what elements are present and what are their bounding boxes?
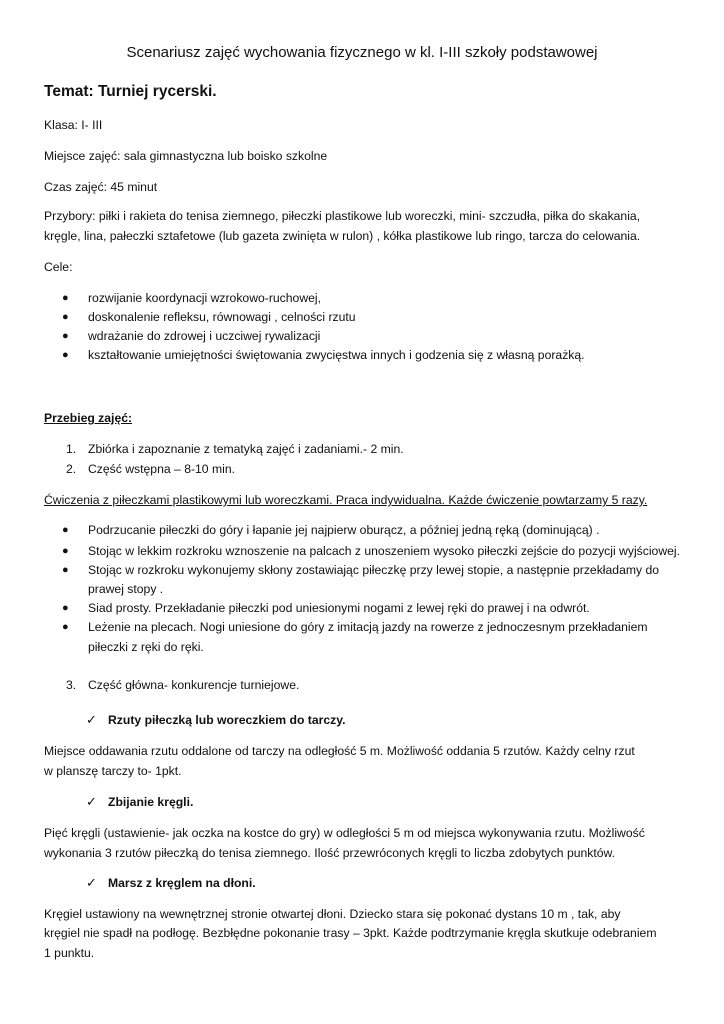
bullet-icon: ●: [62, 330, 69, 342]
bullet-icon: ●: [62, 311, 69, 323]
competition-title: Marsz z kręglem na dłoni.: [108, 876, 256, 890]
topic-heading: Temat: Turniej rycerski.: [44, 83, 217, 100]
competition-title: Rzuty piłeczką lub woreczkiem do tarczy.: [108, 713, 346, 727]
bullet-icon: ●: [62, 602, 69, 614]
goal-item: rozwijanie koordynacji wzrokowo-ruchowej,: [88, 291, 322, 305]
competition-description: 1 punktu.: [44, 946, 95, 960]
competition-title: Zbijanie kręgli.: [108, 795, 194, 809]
step-text: Zbiórka i zapoznanie z tematyką zajęć i zadaniami.- 2 min.: [88, 442, 404, 456]
step-number: 2.: [66, 462, 77, 476]
bullet-icon: ●: [62, 349, 69, 361]
equipment-line: Przybory: piłki i rakieta do tenisa ziemnego, piłeczki plastikowe lub woreczki, mini- szczudła, piłka do skakania,: [44, 209, 641, 223]
class-line: Klasa: I- III: [44, 118, 103, 132]
step-number: 1.: [66, 442, 77, 456]
exercise-item: Siad prosty. Przekładanie piłeczki pod uniesionymi nogami z lewej ręki do prawej i na odwrót.: [88, 601, 590, 615]
bullet-icon: ●: [62, 292, 69, 304]
competition-description: Miejsce oddawania rzutu oddalone od tarczy na odległość 5 m. Możliwość oddania 5 rzutów. Każdy celny rzut: [44, 744, 635, 758]
exercise-item: Stojąc w lekkim rozkroku wznoszenie na palcach z unoszeniem wysoko piłeczki zejście do pozycji wyjściowej.: [88, 544, 681, 558]
bullet-icon: ●: [62, 545, 69, 557]
time-line: Czas zajęć: 45 minut: [44, 180, 158, 194]
checkmark-icon: ✓: [86, 875, 97, 890]
exercise-item: Leżenie na plecach. Nogi uniesione do góry z imitacją jazdy na rowerze z jednoczesnym przekładaniem: [88, 620, 648, 634]
step-text: Część główna- konkurencje turniejowe.: [88, 678, 300, 692]
checkmark-icon: ✓: [86, 712, 97, 727]
course-heading: Przebieg zajęć:: [44, 411, 133, 425]
exercises-heading: Ćwiczenia z piłeczkami plastikowymi lub woreczkami. Praca indywidualna. Każde ćwiczenie powtarzamy 5 razy.: [44, 493, 648, 507]
exercise-item-continued: prawej stopy .: [88, 582, 164, 596]
bullet-icon: ●: [62, 621, 69, 633]
goal-item: kształtowanie umiejętności świętowania zwycięstwa innych i godzenia się z własną porażką.: [88, 348, 585, 362]
bullet-icon: ●: [62, 564, 69, 576]
competition-description: Kręgiel ustawiony na wewnętrznej stronie otwartej dłoni. Dziecko stara się pokonać dystans 10 m , tak, aby: [44, 907, 621, 921]
bullet-icon: ●: [62, 524, 69, 536]
competition-description: w planszę tarczy to- 1pkt.: [44, 764, 182, 778]
exercise-item: Stojąc w rozkroku wykonujemy skłony zostawiając piłeczkę przy lewej stopie, a następnie przekładamy do: [88, 563, 660, 577]
document-title: Scenariusz zajęć wychowania fizycznego w kl. I-III szkoły podstawowej: [126, 44, 598, 61]
competition-description: wykonania 3 rzutów piłeczką do tenisa ziemnego. Ilość przewróconych kręgli to liczba zdobytych punktów.: [44, 846, 616, 860]
goals-label: Cele:: [44, 260, 73, 274]
checkmark-icon: ✓: [86, 794, 97, 809]
competition-description: Pięć kręgli (ustawienie- jak oczka na kostce do gry) w odległości 5 m od miejsca wykonywania rzutu. Możliwość: [44, 826, 645, 840]
competition-description: kręgiel nie spadł na podłogę. Bezbłędne pokonanie trasy – 3pkt. Każde podtrzymanie kręgla skutkuje odebraniem: [44, 926, 657, 940]
place-line: Miejsce zajęć: sala gimnastyczna lub boisko szkolne: [44, 149, 328, 163]
step-text: Część wstępna – 8-10 min.: [88, 462, 235, 476]
goal-item: wdrażanie do zdrowej i uczciwej rywalizacji: [88, 329, 321, 343]
equipment-line: kręgle, lina, pałeczki sztafetowe (lub gazeta zwinięta w rulon) , kółka plastikowe lub ringo, tarcza do celowania.: [44, 229, 641, 243]
goal-item: doskonalenie refleksu, równowagi , celności rzutu: [88, 310, 356, 324]
exercise-item-continued: piłeczki z ręki do ręki.: [88, 640, 204, 654]
exercise-item: Podrzucanie piłeczki do góry i łapanie jej najpierw oburącz, a później jedną ręką (dominującą) .: [88, 523, 600, 537]
step-number: 3.: [66, 678, 77, 692]
